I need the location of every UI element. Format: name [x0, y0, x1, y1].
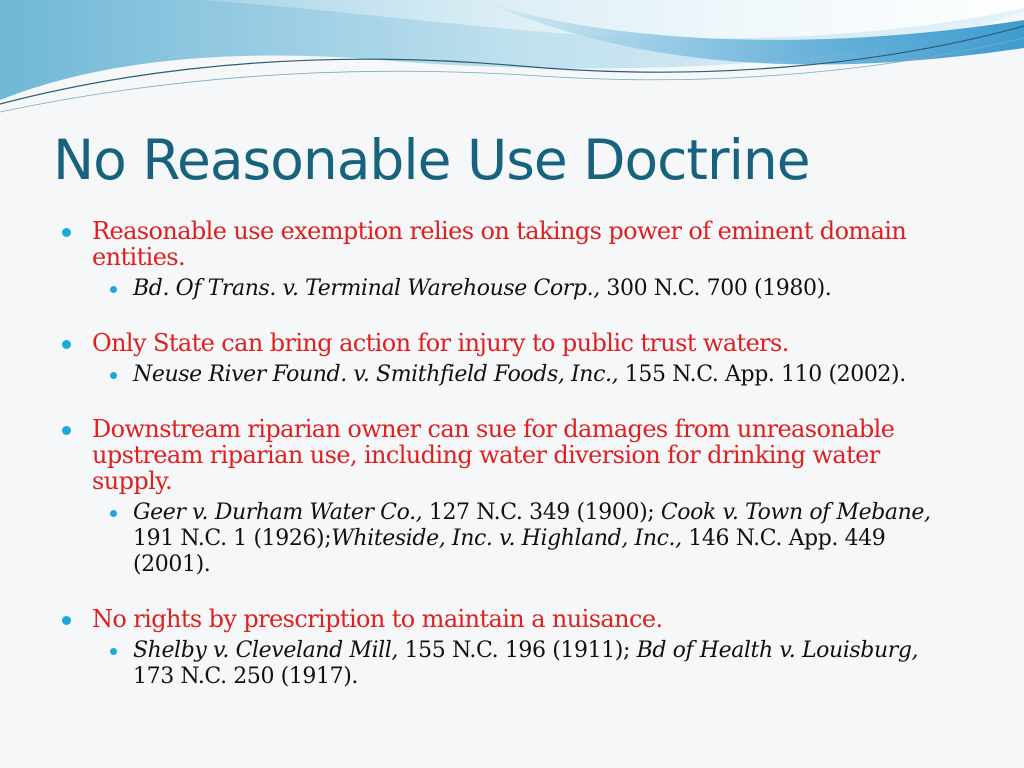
sub-bullet-dot-icon — [110, 648, 117, 655]
case-citation — [133, 638, 960, 690]
case-citation — [133, 362, 960, 388]
case-name: Shelby v. Cleveland Mill, — [133, 638, 398, 663]
case-name: Cook v. Town of Mebane, — [660, 500, 931, 525]
case-name: Bd. Of Trans. v. Terminal Warehouse Corp., — [133, 276, 600, 301]
citation: 155 N.C. 196 (1911); — [397, 638, 637, 663]
case-name: Whiteside, Inc. v. Highland, Inc., — [331, 526, 682, 551]
bullet-text: Only State can bring action for injury to public trust waters. — [92, 329, 789, 357]
bullet-text: Downstream riparian owner can sue for damages from unreasonable upstream riparian use, including water diversion for drinking water supply. — [92, 415, 895, 495]
bullet-dot-icon — [62, 426, 71, 435]
slide-title: No Reasonable Use Doctrine — [53, 128, 810, 192]
sub-bullet-item — [92, 362, 960, 388]
case-name: Geer v. Durham Water Co., — [133, 500, 423, 525]
bullet-item — [60, 330, 960, 388]
bullet-item — [60, 218, 960, 302]
citation: 173 N.C. 250 (1917). — [133, 664, 358, 689]
case-citation — [133, 276, 960, 302]
sub-bullet-item — [92, 638, 960, 690]
bullet-dot-icon — [62, 228, 71, 237]
sub-bullet-dot-icon — [110, 372, 117, 379]
header-wave-decoration — [0, 0, 1024, 130]
citation: 155 N.C. App. 110 (2002). — [618, 362, 906, 387]
bullet-list — [60, 218, 960, 718]
bullet-dot-icon — [62, 616, 71, 625]
case-citation — [133, 500, 960, 578]
sub-bullet-dot-icon — [110, 510, 117, 517]
case-name: Neuse River Found. v. Smithfield Foods, Inc., — [133, 362, 619, 387]
case-name: Bd of Health v. Louisburg, — [636, 638, 919, 663]
bullet-text: Reasonable use exemption relies on takings power of eminent domain entities. — [92, 217, 907, 271]
citation: 191 N.C. 1 (1926); — [133, 526, 332, 551]
citation: 127 N.C. 349 (1900); — [422, 500, 661, 525]
sub-bullet-item — [92, 500, 960, 578]
sub-bullet-item — [92, 276, 960, 302]
citation: 146 N.C. App. 449 (2001). — [133, 526, 886, 577]
bullet-text: No rights by prescription to maintain a nuisance. — [92, 605, 663, 633]
bullet-item — [60, 606, 960, 690]
sub-bullet-dot-icon — [110, 286, 117, 293]
bullet-item — [60, 416, 960, 578]
bullet-dot-icon — [62, 340, 71, 349]
citation: 300 N.C. 700 (1980). — [599, 276, 832, 301]
